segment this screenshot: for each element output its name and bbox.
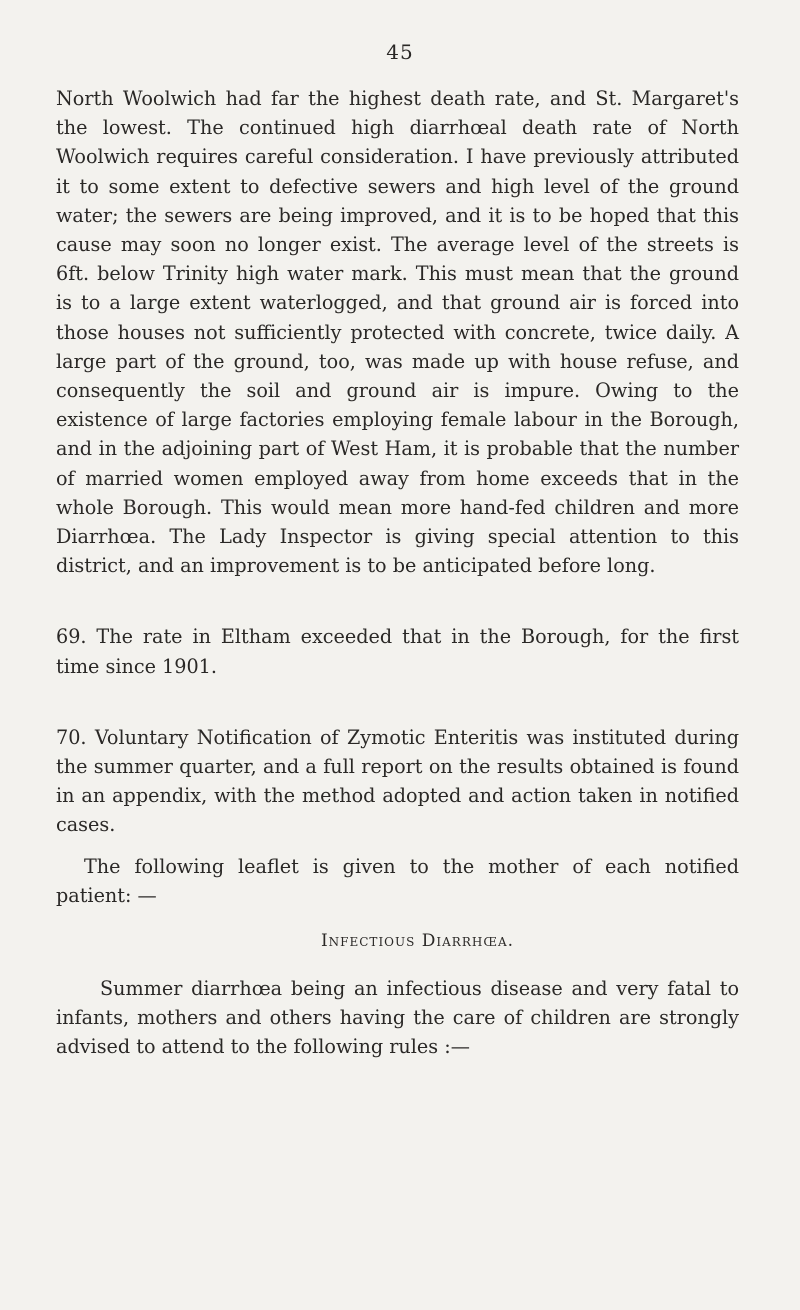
leaflet-heading: Infectious Diarrhœa. [320,931,515,952]
document-body [56,84,739,1062]
paragraph-70: 70. Voluntary Notification of Zymotic Enteritis was instituted during the summer quarter, and a full report on the results obtained is found in an appendix, with the method adopted and action taken in notified cases. [56,725,739,837]
page-number: 45 [386,40,414,64]
paragraph-leaflet-text: Summer diarrhœa being an infectious disease and very fatal to infants, mothers and others having the care of children are strongly advised to attend to the following rules :— [56,977,739,1059]
paragraph-leaflet-intro: The following leaflet is given to the mother of each notified patient: — [56,854,739,907]
paragraph-north-woolwich: North Woolwich had far the highest death rate, and St. Margaret's the lowest. The continued high diarrhœal death rate of North Woolwich requires careful consideration. I have previously attributed it to some extent to defective sewers and high level of the ground water; the sewers are being improved, and it is to be hoped that this cause may soon no longer exist. The average level of the streets is 6ft. below Trinity high water mark. This must mean that the ground is to a large extent waterlogged, and that ground air is forced into those houses not sufficiently protected with concrete, twice daily. A large part of the ground, too, was made up with house refuse, and consequently the soil and ground air is impure. Owing to the existence of large factories employing female labour in the Borough, and in the adjoining part of West Ham, it is probable that the number of married women employed away from home exceeds that in the whole Borough. This would mean more hand-fed children and more Diarrhœa. The Lady Inspector is giving special attention to this district, and an improvement is to be anticipated before long. [56,87,739,578]
paragraph-69: 69. The rate in Eltham exceeded that in the Borough, for the first time since 1901. [56,625,739,678]
